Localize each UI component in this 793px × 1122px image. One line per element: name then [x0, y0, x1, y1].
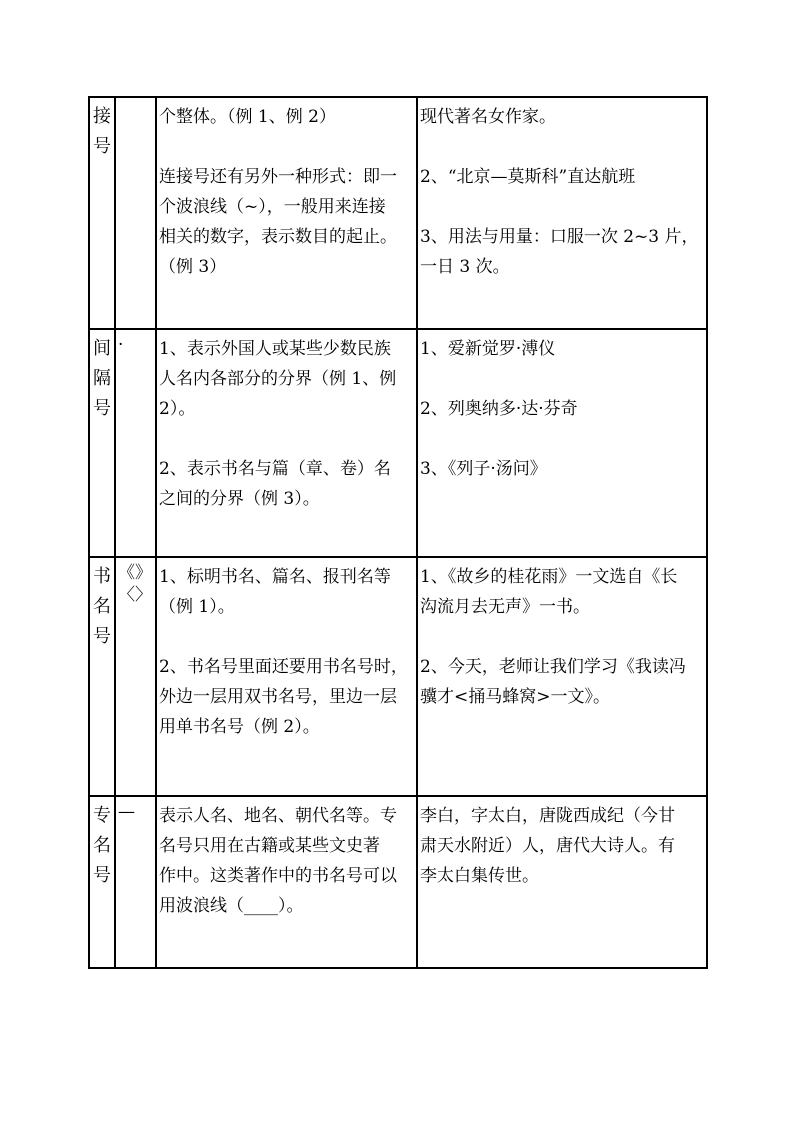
- mark-symbol: ·: [118, 335, 124, 355]
- mark-name-char: 间: [93, 338, 111, 359]
- usage-line: 表示人名、地名、朝代名等。专: [159, 806, 397, 826]
- example-cell: [417, 557, 707, 796]
- mark-symbol-cell: [115, 796, 156, 968]
- mark-symbol-cell: [115, 557, 156, 796]
- mark-name-cell: [89, 557, 115, 796]
- usage-line: 外边一层用双书名号，里边一层: [159, 687, 397, 707]
- example-line: 沟流月去无声》一书。: [420, 597, 590, 617]
- mark-name-cell: [89, 329, 115, 557]
- example-cell: [417, 796, 707, 968]
- example-line: 肃天水附近）人，唐代大诗人。有: [420, 836, 675, 856]
- mark-name-char: 专: [93, 805, 111, 826]
- table-row: [89, 97, 707, 329]
- usage-line: 1、表示外国人或某些少数民族: [159, 339, 391, 359]
- mark-name-char: 号: [93, 136, 111, 157]
- example-line: 一日 3 次。: [420, 257, 510, 277]
- usage-cell: [156, 796, 417, 968]
- example-line: 3、用法与用量：口服一次 2~3 片，: [420, 227, 699, 247]
- example-line: 3、《列子·汤问》: [420, 459, 547, 479]
- usage-line: 名号只用在古籍或某些文史著: [159, 836, 380, 856]
- usage-line: 2、书名号里面还要用书名号时，: [159, 657, 408, 677]
- mark-symbol: —: [118, 802, 135, 822]
- usage-line: 作中。这类著作中的书名号可以: [159, 866, 397, 886]
- example-line: 现代著名女作家。: [420, 107, 556, 127]
- mark-name-char: 号: [93, 626, 111, 647]
- example-line: 骥才<捅马蜂窝>一文》。: [420, 687, 610, 707]
- mark-name-char: 书: [93, 566, 111, 587]
- example-line: 1、爱新觉罗·溥仪: [420, 339, 556, 359]
- mark-symbol-cell: [115, 329, 156, 557]
- table-row: [89, 796, 707, 968]
- table-row: [89, 329, 707, 557]
- example-cell: [417, 97, 707, 329]
- example-line: 李白，字太白，唐陇西成纪（今甘: [420, 806, 675, 826]
- mark-name-char: 号: [93, 398, 111, 419]
- example-line: 2、今天，老师让我们学习《我读冯: [420, 657, 686, 677]
- mark-name-char: 号: [93, 865, 111, 886]
- mark-symbol: 《》: [118, 563, 152, 583]
- usage-line: 相关的数字，表示数目的起止。: [159, 227, 397, 247]
- mark-name-char: 名: [93, 596, 111, 617]
- example-line: 李太白集传世。: [420, 866, 539, 886]
- usage-line: （例 1）。: [159, 597, 235, 617]
- example-line: 2、列奥纳多·达·芬奇: [420, 399, 578, 419]
- usage-line: 2、表示书名与篇（章、卷）名: [159, 459, 391, 479]
- mark-name-cell: [89, 97, 115, 329]
- table-body: [89, 97, 707, 968]
- usage-line: 用单书名号（例 2）。: [159, 717, 320, 737]
- usage-line: 1、标明书名、篇名、报刊名等: [159, 567, 391, 587]
- mark-name-cell: [89, 796, 115, 968]
- usage-line: 个波浪线（~），一般用来连接: [159, 197, 386, 217]
- usage-line: 个整体。（例 1、例 2）: [159, 107, 336, 127]
- example-line: 2、“北京—莫斯科”直达航班: [420, 167, 636, 187]
- usage-line: 人名内各部分的分界（例 1、例: [159, 369, 397, 389]
- usage-cell: [156, 329, 417, 557]
- usage-line: 连接号还有另外一种形式：即一: [159, 167, 397, 187]
- usage-line: 之间的分界（例 3）。: [159, 489, 320, 509]
- mark-name-char: 隔: [93, 368, 111, 389]
- mark-symbol-cell: [115, 97, 156, 329]
- usage-line: 2）。: [159, 399, 196, 419]
- mark-name-char: 接: [93, 106, 111, 127]
- usage-line: 用波浪线（____）。: [159, 896, 304, 916]
- usage-cell: [156, 557, 417, 796]
- example-cell: [417, 329, 707, 557]
- usage-line: （例 3）: [159, 257, 227, 277]
- mark-name-char: 名: [93, 835, 111, 856]
- example-line: 1、《故乡的桂花雨》一文选自《长: [420, 567, 678, 587]
- mark-symbol: 〈〉: [118, 585, 152, 605]
- usage-cell: [156, 97, 417, 329]
- table-row: [89, 557, 707, 796]
- punctuation-table: [88, 96, 708, 969]
